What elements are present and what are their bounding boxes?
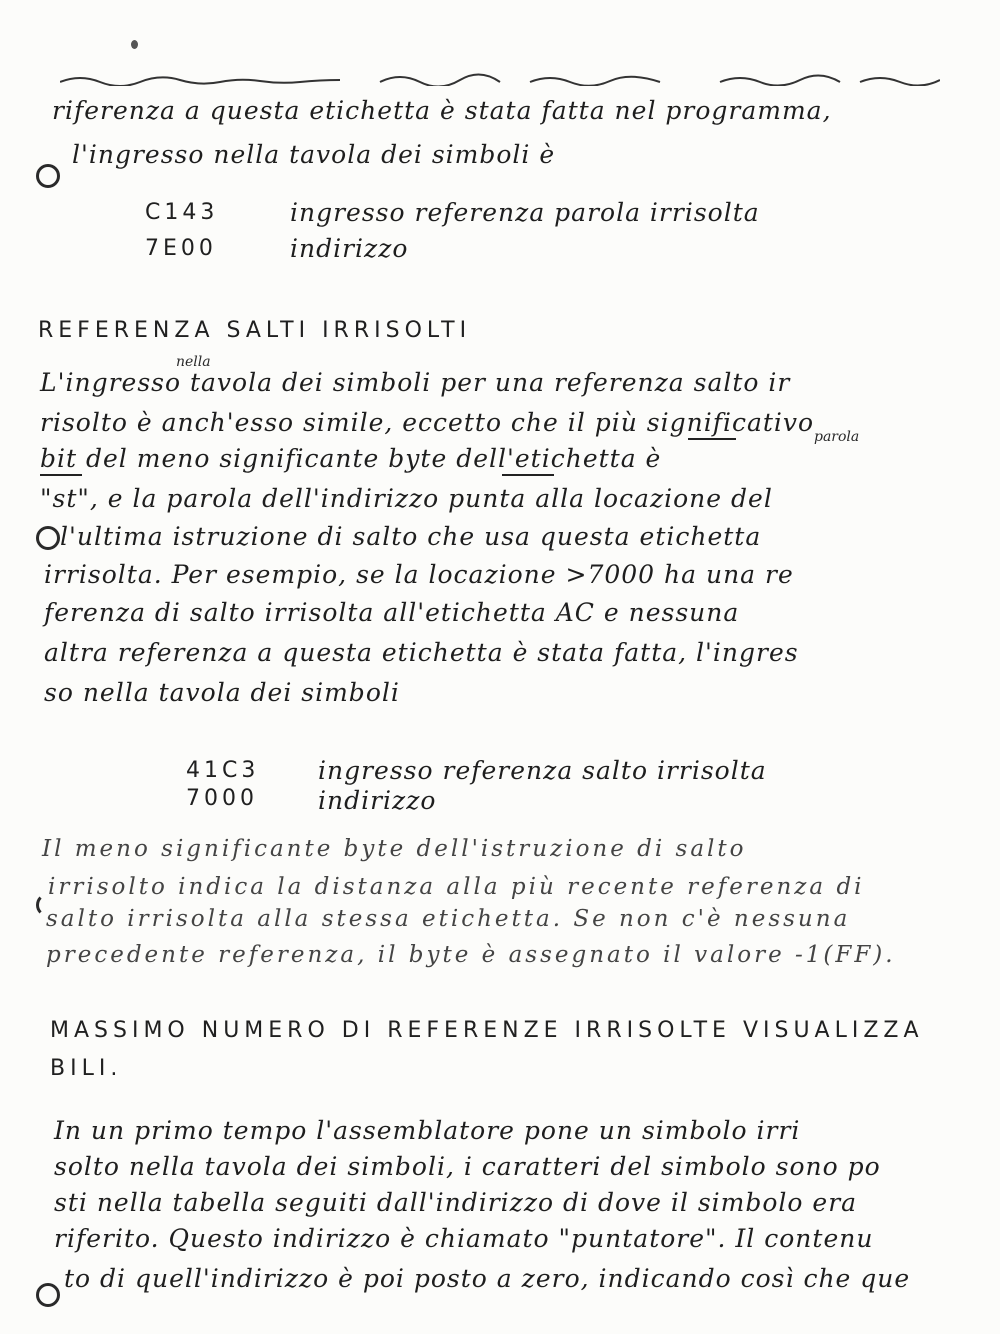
text-line: L'ingresso tavola dei simboli per una referenza salto ir — [40, 368, 791, 397]
text-line: l'ingresso nella tavola dei simboli è — [72, 140, 556, 169]
text-line: "st", e la parola dell'indirizzo punta alla locazione del — [40, 484, 773, 513]
text-line: riferito. Questo indirizzo è chiamato "puntatore". Il contenu — [54, 1224, 874, 1253]
underline-bit — [40, 474, 82, 476]
text-line: In un primo tempo l'assemblatore pone un simbolo irri — [54, 1116, 801, 1145]
table1-code: 7E00 — [145, 236, 217, 261]
text-line: l'ultima istruzione di salto che usa questa etichetta — [60, 522, 762, 551]
binder-hole-bottom — [36, 1283, 60, 1307]
underline-piu — [688, 438, 736, 440]
text-line: ferenza di salto irrisolta all'etichetta AC e nessuna — [44, 598, 740, 627]
table2-code: 7000 — [186, 786, 258, 811]
table2-code: 41C3 — [186, 758, 260, 783]
text-line: Il meno significante byte dell'istruzione di salto — [42, 836, 747, 862]
text-line: salto irrisolta alla stessa etichetta. Se non c'è nessuna — [46, 906, 851, 932]
cut-off-top-line — [60, 66, 940, 86]
table1-desc: ingresso referenza parola irrisolta — [290, 198, 760, 227]
text-line: precedente referenza, il byte è assegnato il valore -1(FF). — [46, 942, 896, 968]
text-line: risolto è anch'esso simile, eccetto che il più significativo — [40, 408, 815, 437]
text-line: riferenza a questa etichetta è stata fatta nel programma, — [52, 96, 832, 125]
text-line: so nella tavola dei simboli — [44, 678, 400, 707]
text-line: altra referenza a questa etichetta è stata fatta, l'ingres — [44, 638, 799, 667]
section-heading: REFERENZA SALTI IRRISOLTI — [38, 318, 472, 343]
cut-off-line-strokes — [60, 66, 940, 86]
table1-desc: indirizzo — [290, 234, 409, 263]
section-heading: MASSIMO NUMERO DI REFERENZE IRRISOLTE VISUALIZZA — [50, 1018, 924, 1043]
insertion-note: nella — [176, 354, 211, 370]
text-line: solto nella tavola dei simboli, i caratteri del simbolo sono po — [54, 1152, 881, 1181]
text-line: to di quell'indirizzo è poi posto a zero, indicando così che que — [64, 1264, 911, 1293]
section-heading-continued: BILI. — [50, 1056, 123, 1081]
text-line: irrisolta. Per esempio, se la locazione >7000 ha una re — [44, 560, 794, 589]
binder-hole-top — [36, 164, 60, 188]
table1-code: C143 — [145, 200, 219, 225]
binder-hole-middle — [36, 526, 60, 550]
text-line: bit del meno significante byte dell'etichetta è — [40, 444, 662, 473]
insertion-note: parola — [814, 429, 860, 445]
table2-desc: indirizzo — [318, 786, 437, 815]
underline-byte — [502, 474, 554, 476]
text-line: irrisolto indica la distanza alla più recente referenza di — [48, 874, 865, 900]
table2-desc: ingresso referenza salto irrisolta — [318, 756, 767, 785]
text-line: sti nella tabella seguiti dall'indirizzo di dove il simbolo era — [54, 1188, 858, 1217]
speck — [131, 40, 138, 49]
